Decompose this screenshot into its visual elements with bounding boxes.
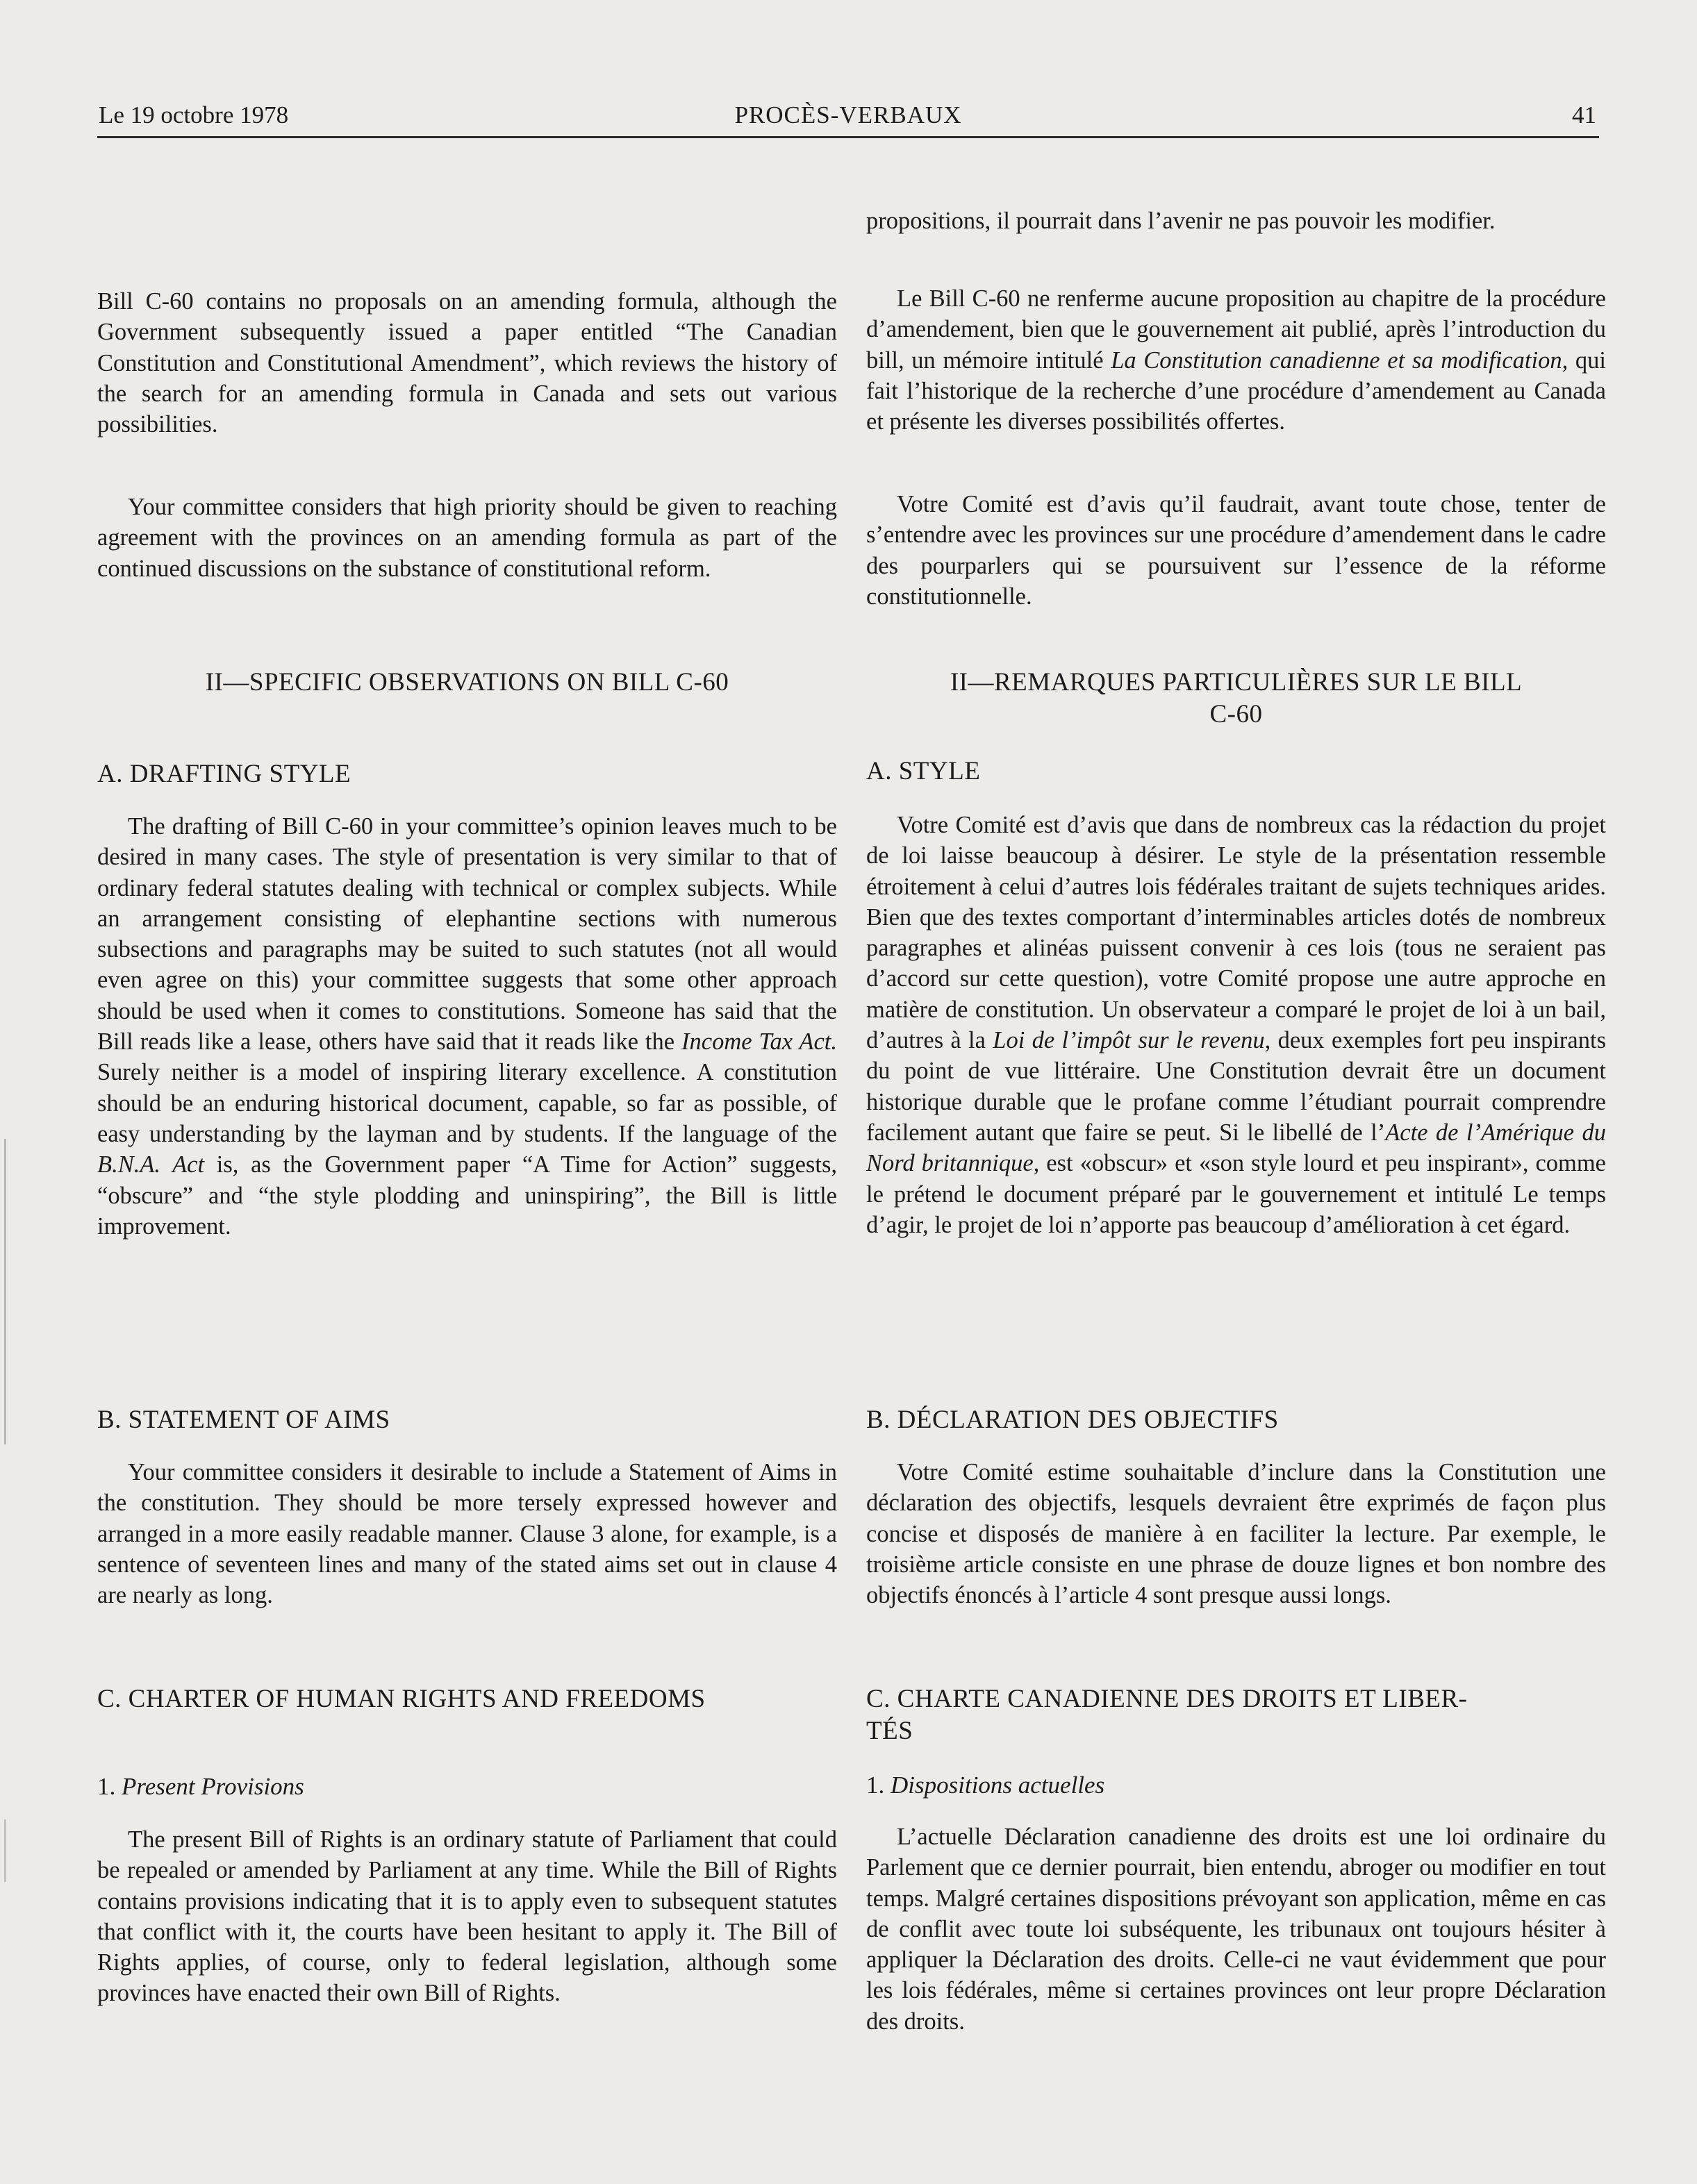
en-paragraph-statement-of-aims: Your committee considers it desirable to include a Statement of Aims in the constitution. They should be more tersely expressed however and arranged in a more easily readable manner. Clause 3 alone, for example, is a sentence of seventeen lines and many of the stated aims set out in clause 4 are nearly as long. (97, 1459, 837, 1609)
fr-heading-objectives: B. DÉCLARATION DES OBJECTIFS (866, 1406, 1279, 1434)
en-heading-charter: C. CHARTER OF HUMAN RIGHTS AND FREEDOMS (97, 1685, 706, 1713)
en-paragraph-present-provisions: The present Bill of Rights is an ordinary statute of Parliament that could be repealed or amended by Parliament at any time. While the Bill of Rights contains provisions indicating that it is to apply even to subsequent statutes that conflict with it, the courts have been hesitant to apply it. The Bill of Rights applies, of course, only to federal legislation, although some provinces have enacted their own Bill of Rights. (97, 1826, 837, 2007)
fr-subheading-current-provisions: 1. Dispositions actuelles (866, 1772, 1105, 1799)
fr-paragraph-current-provisions: L’actuelle Déclaration canadienne des droits est une loi ordinaire du Parlement que ce dernier pourrait, bien entendu, abroger ou modifier en tout temps. Malgré certaines dispositions prévoyant son application, même en cas de conflit avec toute loi subséquente, les tribunaux ont toujours hésiter à appliquer la Déclaration des droits. Celle-ci ne vaut évidemment que pour les lois fédérales, même si certaines provinces ont leur propre Déclaration des droits. (866, 1824, 1606, 2035)
header-date: Le 19 octobre 1978 (99, 101, 289, 128)
fr-paragraph-amending-procedure: Le Bill C-60 ne renferme aucune proposition au chapitre de la procédure d’amendement, bien que le gouvernement ait publié, après l’introduction du bill, un mémoire intitulé La Constitution canadienne et sa modification, qui fait l’historique de la recherche d’une procédure d’amendement au Canada et présente les diverses possibilités offertes. (866, 285, 1606, 435)
fr-heading-style: A. STYLE (866, 757, 981, 785)
fr-paragraph-objectives: Votre Comité estime souhaitable d’inclure dans la Constitution une déclaration des objectifs, lesquels devraient être exprimés de façon plus concise et disposés de manière à en faciliter la lecture. Par exemple, le troisième article consiste en une phrase de douze lignes et bon nombre des objectifs énoncés à l’article 4 sont presque aussi longs. (866, 1459, 1606, 1609)
margin-mark (4, 1139, 6, 1444)
margin-mark (4, 1819, 6, 1882)
fr-section-heading: II—REMARQUES PARTICULIÈRES SUR LE BILL C-60 (950, 668, 1523, 728)
fr-paragraph-priority: Votre Comité est d’avis qu’il faudrait, avant toute chose, tenter de s’entendre avec les provinces sur une procédure d’amendement dans le cadre des pourparlers qui se poursuivent sur l’essence de la réforme constitutionnelle. (866, 491, 1606, 610)
fr-heading-charter: C. CHARTE CANADIENNE DES DROITS ET LIBER- TÉS (866, 1685, 1468, 1745)
en-paragraph-amending-formula: Bill C-60 contains no proposals on an amending formula, although the Government subsequently issued a paper entitled “The Canadian Constitution and Constitutional Amendment”, which reviews the history of the search for an amending formula in Canada and sets out various possibilities. (97, 288, 837, 438)
fr-paragraph-style: Votre Comité est d’avis que dans de nombreux cas la rédaction du projet de loi laisse beaucoup à désirer. Le style de la présentation ressemble étroitement à celui d’autres lois fédérales traitant de sujets techniques arides. Bien que des textes comportant d’interminables articles dotés de nombreux paragraphes et alinéas puissent convenir à ces lois (tous ne seraient pas d’accord sur cette question), votre Comité propose une autre approche en matière de constitution. Un observateur a comparé le projet de loi à un bail, d’autres à la Loi de l’impôt sur le revenu, deux exemples fort peu inspirants du point de vue littéraire. Une Constitution devrait être un document historique durable que le profane comme l’étudiant pourrait comprendre facilement autant que faire se peut. Si le libellé de l’Acte de l’Amérique du Nord britannique, est «obscur» et «son style lourd et peu inspirant», comme le prétend le document préparé par le gouvernement et intitulé Le temps d’agir, le projet de loi n’apporte pas beaucoup d’amélioration à cet égard. (866, 812, 1606, 1238)
header-title: PROCÈS-VERBAUX (734, 101, 962, 128)
fr-paragraph-continued: propositions, il pourrait dans l’avenir ne pas pouvoir les modifier. (866, 208, 1496, 234)
en-heading-statement-of-aims: B. STATEMENT OF AIMS (97, 1406, 390, 1434)
en-section-heading: II—SPECIFIC OBSERVATIONS ON BILL C-60 (205, 668, 729, 697)
page-header (97, 97, 1599, 138)
en-paragraph-priority: Your committee considers that high priority should be given to reaching agreement with the provinces on an amending formula as part of the continued discussions on the substance of constitutional reform. (97, 494, 837, 582)
page-number: 41 (1572, 101, 1596, 128)
en-paragraph-drafting-style: The drafting of Bill C-60 in your committee’s opinion leaves much to be desired in many cases. The style of presentation is very similar to that of ordinary federal statutes dealing with technical or complex subjects. While an arrangement consisting of elephantine sections with numerous subsections and paragraphs may be suited to such statutes (not all would even agree on this) your committee suggests that some other approach should be used when it comes to constitutions. Someone has said that the Bill reads like a lease, others have said that it reads like the Income Tax Act. Surely neither is a model of inspiring literary excellence. A constitution should be an enduring historical document, capable, so far as possible, of easy understanding by the layman and by students. If the language of the B.N.A. Act is, as the Government paper “A Time for Action” suggests, “obscure” and “the style plodding and uninspiring”, the Bill is little improvement. (97, 813, 838, 1240)
en-heading-drafting-style: A. DRAFTING STYLE (97, 760, 351, 788)
en-subheading-present-provisions: 1. Present Provisions (97, 1773, 304, 1800)
